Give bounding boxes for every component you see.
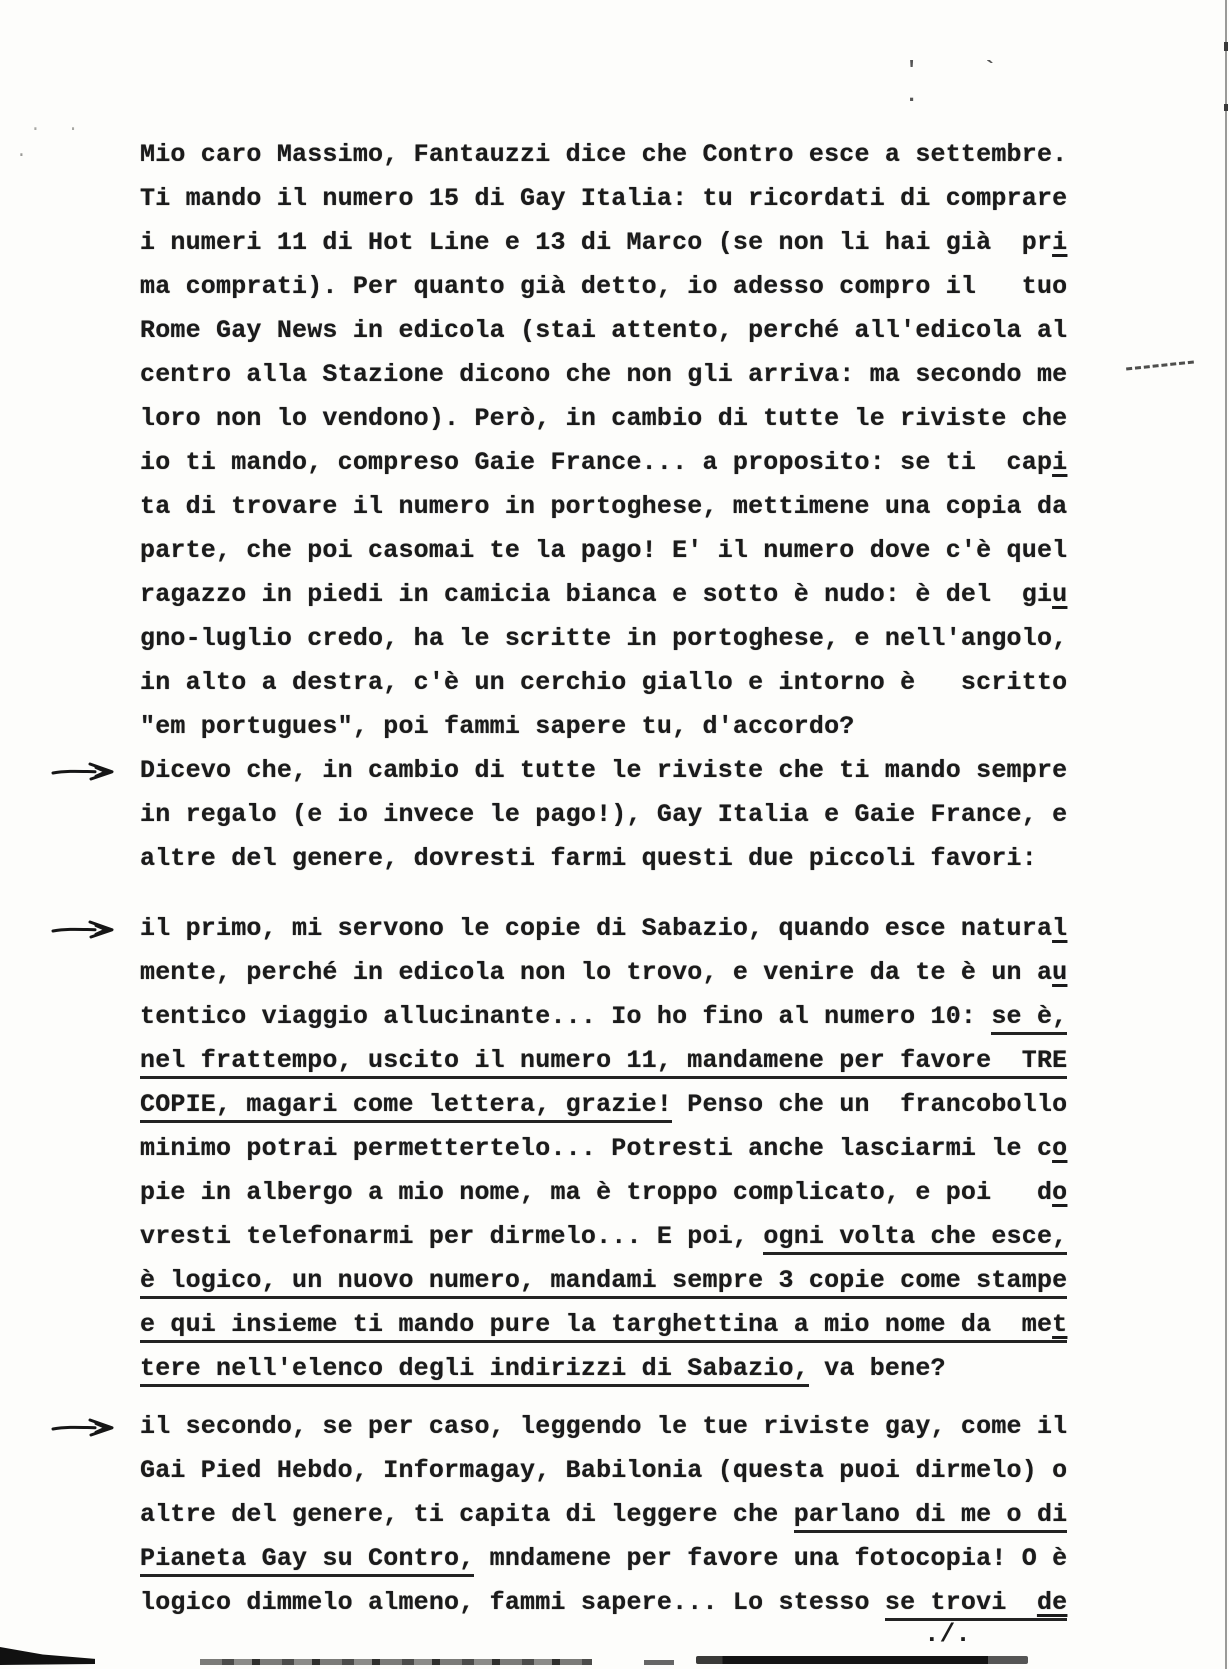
- letter-line: [0, 1493, 1229, 1537]
- letter-line: [0, 793, 1229, 837]
- scan-smudge-top-left: . .: [30, 116, 87, 136]
- text-segment: ogni volta che esce,: [763, 1222, 1067, 1255]
- letter-line: [0, 1581, 1229, 1625]
- text-segment: u: [1052, 580, 1068, 609]
- text-segment: e qui insieme ti mando pure la targhettina a mio nome da me: [140, 1310, 1052, 1343]
- text-segment: il primo, mi servono le copie di Sabazio, quando esce natura: [140, 914, 1053, 943]
- scan-band-bottom: [644, 1660, 674, 1665]
- text-segment: "em portugues", poi fammi sapere tu, d'accordo?: [140, 712, 855, 741]
- scan-edge-tick: [1224, 104, 1228, 111]
- text-segment: parte, che poi casomai te la pago! E' il numero dove c'è quel: [140, 536, 1068, 565]
- text-segment: altre del genere, dovresti farmi questi due piccoli favori:: [140, 844, 1037, 873]
- text-segment: Dicevo che, in cambio di tutte le riviste che ti mando sempre: [140, 756, 1068, 785]
- margin-arrow-icon: [50, 759, 122, 783]
- text-segment: ta di trovare il numero in portoghese, mettimene una copia da: [140, 492, 1068, 521]
- margin-arrow-icon: [50, 1415, 122, 1439]
- letter-line: [0, 661, 1229, 705]
- text-segment: de: [1037, 1588, 1067, 1621]
- text-segment: Pianeta Gay su Contro,: [140, 1544, 474, 1577]
- text-segment: ragazzo in piedi in camicia bianca e sotto è nudo: è del gi: [140, 580, 1053, 609]
- text-segment: Ti mando il numero 15 di Gay Italia: tu ricordati di comprare: [140, 184, 1068, 213]
- letter-line: [0, 397, 1229, 441]
- letter-line: [0, 177, 1229, 221]
- letter-line: [0, 1537, 1229, 1581]
- text-segment: se trovi: [885, 1588, 1037, 1621]
- text-segment: u: [1052, 958, 1068, 987]
- text-segment: Penso che un francobollo: [672, 1090, 1068, 1119]
- text-segment: parlano di me o di: [794, 1500, 1068, 1533]
- letter-line: [0, 1303, 1229, 1347]
- scan-marks-top-right: ' ` .: [905, 58, 1023, 108]
- letter-line: [0, 441, 1229, 485]
- margin-arrow-icon: [50, 917, 122, 941]
- text-segment: centro alla Stazione dicono che non gli arriva: ma secondo me: [140, 360, 1068, 389]
- letter-line: [0, 1405, 1229, 1449]
- text-segment: in alto a destra, c'è un cerchio giallo e intorno è scritto: [140, 668, 1068, 697]
- letter-line: [0, 1171, 1229, 1215]
- scan-edge-tick: [1224, 42, 1228, 51]
- text-segment: vresti telefonarmi per dirmelo... E poi,: [140, 1222, 764, 1251]
- text-segment: COPIE, magari come lettera, grazie!: [140, 1090, 672, 1123]
- letter-line: [0, 485, 1229, 529]
- text-segment: i: [1052, 448, 1068, 477]
- text-segment: io ti mando, compreso Gaie France... a proposito: se ti cap: [140, 448, 1053, 477]
- letter-line: [0, 133, 1229, 177]
- text-segment: i numeri 11 di Hot Line e 13 di Marco (se non li hai già pr: [140, 228, 1053, 257]
- letter-line: [0, 995, 1229, 1039]
- text-segment: in regalo (e io invece le pago!), Gay Italia e Gaie France, e: [140, 800, 1068, 829]
- scan-wedge-bottom-left: [0, 1646, 95, 1665]
- text-segment: tere nell'elenco degli indirizzi di Sabazio,: [140, 1354, 809, 1387]
- text-segment: t: [1052, 1310, 1067, 1343]
- letter-line: [0, 617, 1229, 661]
- text-segment: il secondo, se per caso, leggendo le tue riviste gay, come il: [140, 1412, 1068, 1441]
- text-segment: nel frattempo, uscito il numero 11, mandamene per favore TRE: [140, 1046, 1067, 1079]
- text-segment: tentico viaggio allucinante... Io ho fino al numero 10:: [140, 1002, 992, 1031]
- text-segment: logico dimmelo almeno, fammi sapere... Lo stesso: [140, 1588, 885, 1617]
- text-segment: o: [1052, 1178, 1068, 1207]
- letter-line: [0, 1083, 1229, 1127]
- text-segment: Gai Pied Hebdo, Informagay, Babilonia (questa puoi dirmelo) o: [140, 1456, 1068, 1485]
- letter-line: [0, 1039, 1229, 1083]
- text-segment: gno-luglio credo, ha le scritte in portoghese, e nell'angolo,: [140, 624, 1068, 653]
- text-segment: i: [1052, 228, 1068, 257]
- continuation-mark: ./.: [924, 1619, 971, 1649]
- letter-body: [0, 133, 1229, 1625]
- text-segment: o: [1052, 1134, 1068, 1163]
- scan-dot-top-left: .: [16, 142, 27, 162]
- letter-line: [0, 1449, 1229, 1493]
- letter-line: [0, 907, 1229, 951]
- text-segment: altre del genere, ti capita di leggere che: [140, 1500, 794, 1529]
- letter-line: [0, 951, 1229, 995]
- letter-line: [0, 1215, 1229, 1259]
- text-segment: è logico, un nuovo numero, mandami sempre 3 copie come stampe: [140, 1266, 1067, 1299]
- text-segment: Mio caro Massimo, Fantauzzi dice che Contro esce a settembre.: [140, 140, 1068, 169]
- letter-line: [0, 1127, 1229, 1171]
- text-segment: Rome Gay News in edicola (stai attento, perché all'edicola al: [140, 316, 1068, 345]
- text-segment: va bene?: [808, 1354, 946, 1383]
- letter-line: [0, 837, 1229, 881]
- text-segment: mndamene per favore una fotocopia! O è: [474, 1544, 1068, 1573]
- letter-line: [0, 1347, 1229, 1391]
- letter-line: [0, 353, 1229, 397]
- text-segment: l: [1052, 914, 1068, 943]
- letter-line: [0, 221, 1229, 265]
- text-segment: pie in albergo a mio nome, ma è troppo complicato, e poi d: [140, 1178, 1053, 1207]
- scan-band-bottom: [200, 1659, 592, 1665]
- letter-line: [0, 573, 1229, 617]
- scan-band-bottom: [696, 1656, 1028, 1664]
- text-segment: loro non lo vendono). Però, in cambio di tutte le riviste che: [140, 404, 1068, 433]
- text-segment: minimo potrai permettertelo... Potresti anche lasciarmi le c: [140, 1134, 1053, 1163]
- letter-line: [0, 529, 1229, 573]
- letter-line: [0, 265, 1229, 309]
- letter-line: [0, 309, 1229, 353]
- text-segment: ma comprati). Per quanto già detto, io adesso compro il tuo: [140, 272, 1068, 301]
- text-segment: mente, perché in edicola non lo trovo, e venire da te è un a: [140, 958, 1053, 987]
- letter-line: [0, 1259, 1229, 1303]
- letter-line: [0, 749, 1229, 793]
- text-segment: se è,: [991, 1002, 1067, 1035]
- letter-line: [0, 705, 1229, 749]
